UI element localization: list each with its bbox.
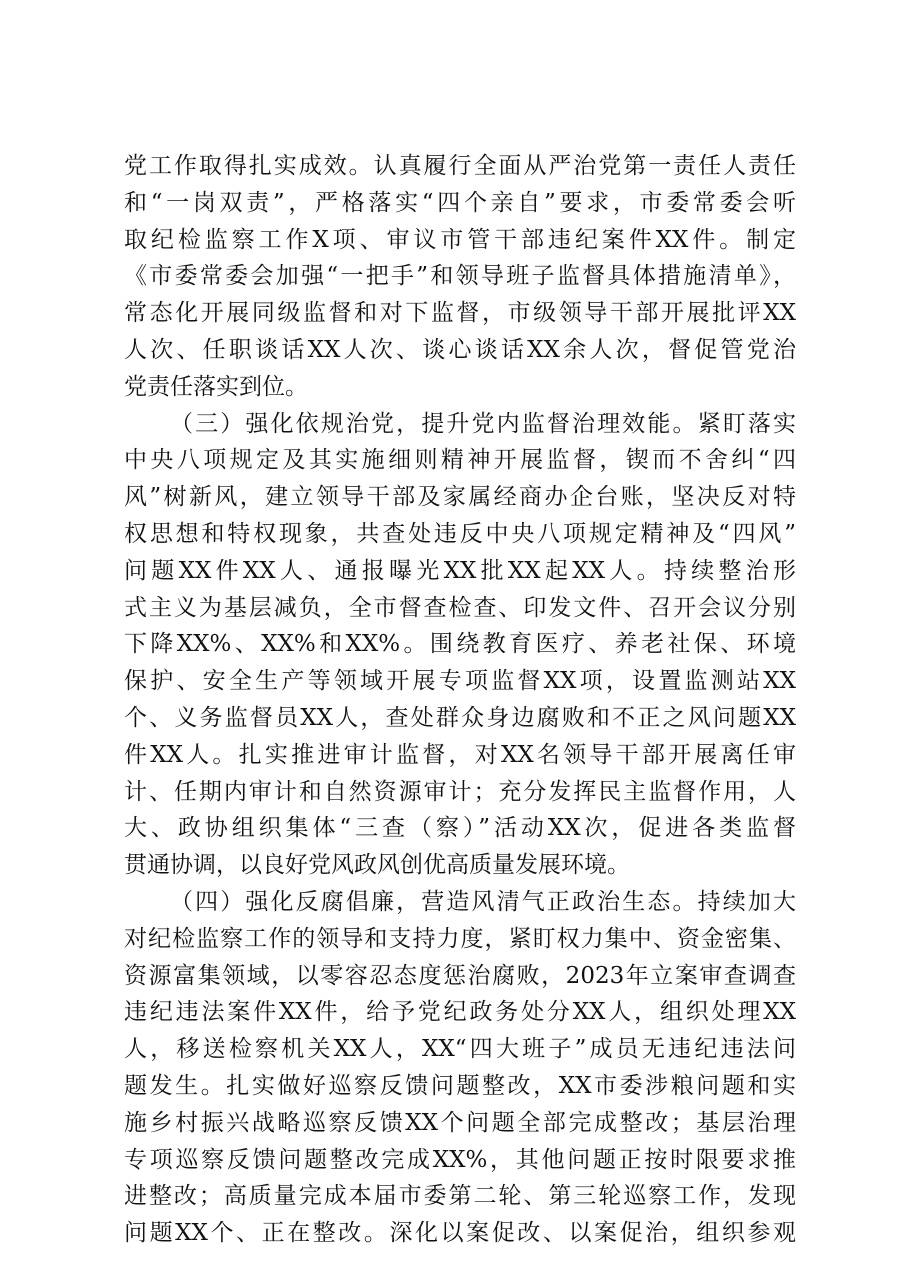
text-line: 进整改；高质量完成本届市委第二轮、第三轮巡察工作，发现 [124,1183,796,1210]
text-line: 式主义为基层减负，全市督查检查、印发文件、召开会议分别 [124,594,796,621]
text-line: 《市委常委会加强“一把手”和领导班子监督具体措施清单》， [124,263,796,290]
text-line: 件XX人。扎实推进审计监督，对XX名领导干部开展离任审 [124,741,796,768]
text-line: 违纪违法案件XX件，给予党纪政务处分XX人，组织处理XX [124,999,796,1026]
text-line: 中央八项规定及其实施细则精神开展监督，锲而不舍纠“四 [124,447,796,474]
text-line: 常态化开展同级监督和对下监督，市级领导干部开展批评XX [124,300,796,327]
text-line: 资源富集领域，以零容忍态度惩治腐败，2023年立案审查调查 [124,962,796,989]
text-line: 下降XX%、XX%和XX%。围绕教育医疗、养老社保、环境 [124,631,796,658]
text-line: 人，移送检察机关XX人，XX“四大班子”成员无违纪违法问 [124,1036,796,1063]
text-line: 大、政协组织集体“三查（察）”活动XX次，促进各类监督 [124,815,796,842]
text-line: 党责任落实到位。 [124,373,308,400]
document-body [124,148,796,1252]
text-line: 取纪检监察工作X项、审议市管干部违纪案件XX件。制定 [124,226,796,253]
text-line: 题发生。扎实做好巡察反馈问题整改，XX市委涉粮问题和实 [124,1072,796,1099]
text-line: 风”树新风，建立领导干部及家属经商办企台账，坚决反对特 [124,484,796,511]
text-line: 个、义务监督员XX人，查处群众身边腐败和不正之风问题XX [124,704,796,731]
text-line: 专项巡察反馈问题整改完成XX%，其他问题正按时限要求推 [124,1146,796,1173]
text-line: 权思想和特权现象，共查处违反中央八项规定精神及“四风” [124,520,796,547]
text-line: 对纪检监察工作的领导和支持力度，紧盯权力集中、资金密集、 [124,925,796,952]
text-line: 党工作取得扎实成效。认真履行全面从严治党第一责任人责任 [124,153,796,179]
text-line: 计、任期内审计和自然资源审计；充分发挥民主监督作用，人 [124,778,796,805]
text-line: 贯通协调，以良好党风政风创优高质量发展环境。 [124,852,630,879]
section-heading-line: （三）强化依规治党，提升党内监督治理效能。紧盯落实 [170,410,796,437]
text-line: 保护、安全生产等领域开展专项监督XX项，设置监测站XX [124,668,796,695]
text-line: 问题XX件XX人、通报曝光XX批XX起XX人。持续整治形 [124,557,796,584]
text-line: 和“一岗双责”，严格落实“四个亲自”要求，市委常委会听 [124,189,796,216]
section-heading-line: （四）强化反腐倡廉，营造风清气正政治生态。持续加大 [170,888,796,915]
text-line: 问题XX个、正在整改。深化以案促改、以案促治，组织参观 [124,1220,796,1247]
text-line: 施乡村振兴战略巡察反馈XX个问题全部完成整改；基层治理 [124,1109,796,1136]
text-line: 人次、任职谈话XX人次、谈心谈话XX余人次，督促管党治 [124,336,796,363]
